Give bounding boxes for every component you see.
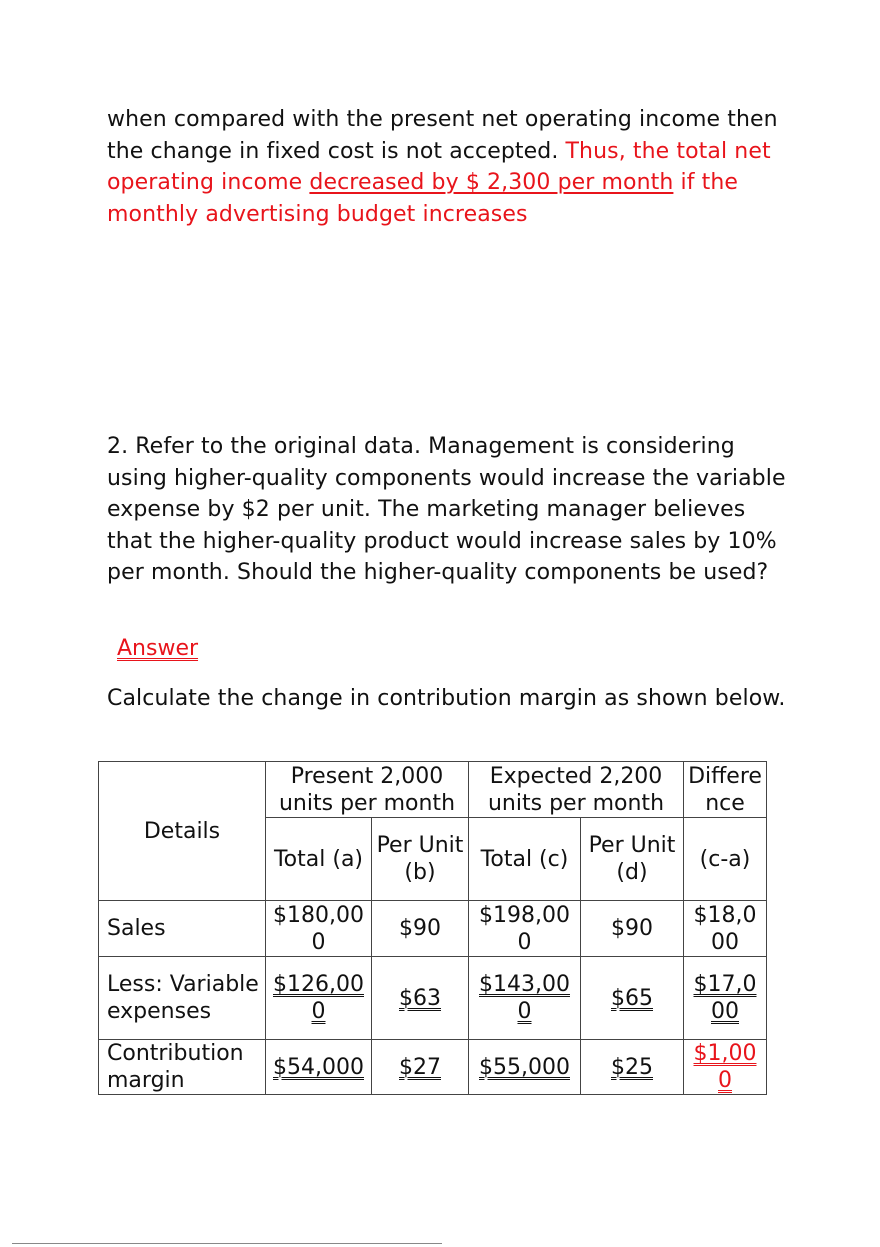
header-present: Present 2,000 units per month (266, 762, 469, 818)
cell-value: $180,000 (266, 901, 372, 957)
cell-text: $17,000 (693, 972, 757, 1024)
subheader-per-unit-d: Per Unit (d) (581, 818, 684, 901)
cell-value (266, 1040, 372, 1095)
conclusion-red-text-end: if the monthly advertising budget increases (107, 170, 739, 227)
header-difference: Difference (684, 762, 767, 818)
row-label: Sales (99, 901, 266, 957)
cell-value: $90 (372, 901, 469, 957)
header-expected: Expected 2,200 units per month (469, 762, 684, 818)
cell-value (266, 957, 372, 1040)
cell-text: $25 (611, 1054, 653, 1080)
subheader-c-minus-a: (c-a) (684, 818, 767, 901)
contribution-margin-table (98, 761, 767, 1095)
table-row-variable-expenses (99, 957, 767, 1040)
cell-text: $126,000 (273, 972, 364, 1024)
intro-text: Calculate the change in contribution margin as shown below. (107, 686, 786, 711)
conclusion-red-text: Thus, the total net operating income (107, 138, 771, 195)
question-2: 2. Refer to the original data. Management is considering using higher-quality components would increase the variable expense by $2 per unit. The marketing manager believes that the higher-quality product would increase sales by 10% per month. Should the higher-quality components be used? (107, 434, 786, 585)
cell-value (372, 957, 469, 1040)
cell-text: $63 (399, 985, 441, 1011)
answer-label: Answer (117, 636, 199, 661)
table-row-contribution-margin (99, 1040, 767, 1095)
subheader-total-c: Total (c) (469, 818, 581, 901)
cell-text: $54,000 (273, 1054, 364, 1080)
subheader-total-a: Total (a) (266, 818, 372, 901)
cell-value (684, 957, 767, 1040)
row-label: Less: Variable expenses (99, 957, 266, 1040)
row-label: Contribution margin (99, 1040, 266, 1095)
cell-text: $143,000 (479, 972, 570, 1024)
subheader-per-unit-b: Per Unit (b) (372, 818, 469, 901)
cell-value-difference (684, 1040, 767, 1095)
cell-value: $90 (581, 901, 684, 957)
conclusion-underlined-text: decreased by $ 2,300 per month (309, 170, 674, 195)
cell-text: $55,000 (479, 1054, 570, 1080)
table-row-sales (99, 901, 767, 957)
conclusion-text: when compared with the present net operating income then the change in fixed cost is not accepted. (107, 107, 778, 164)
footer-divider (12, 1243, 442, 1244)
cell-value (372, 1040, 469, 1095)
cell-value (469, 957, 581, 1040)
cell-value (581, 1040, 684, 1095)
cell-value: $198,000 (469, 901, 581, 957)
header-details: Details (99, 762, 266, 901)
cell-value (469, 1040, 581, 1095)
cell-value (581, 957, 684, 1040)
cell-text: $65 (611, 985, 653, 1011)
cell-value: $18,000 (684, 901, 767, 957)
cell-text: $27 (399, 1054, 441, 1080)
paragraph-conclusion (107, 104, 787, 230)
cell-text: $1,000 (693, 1041, 757, 1093)
